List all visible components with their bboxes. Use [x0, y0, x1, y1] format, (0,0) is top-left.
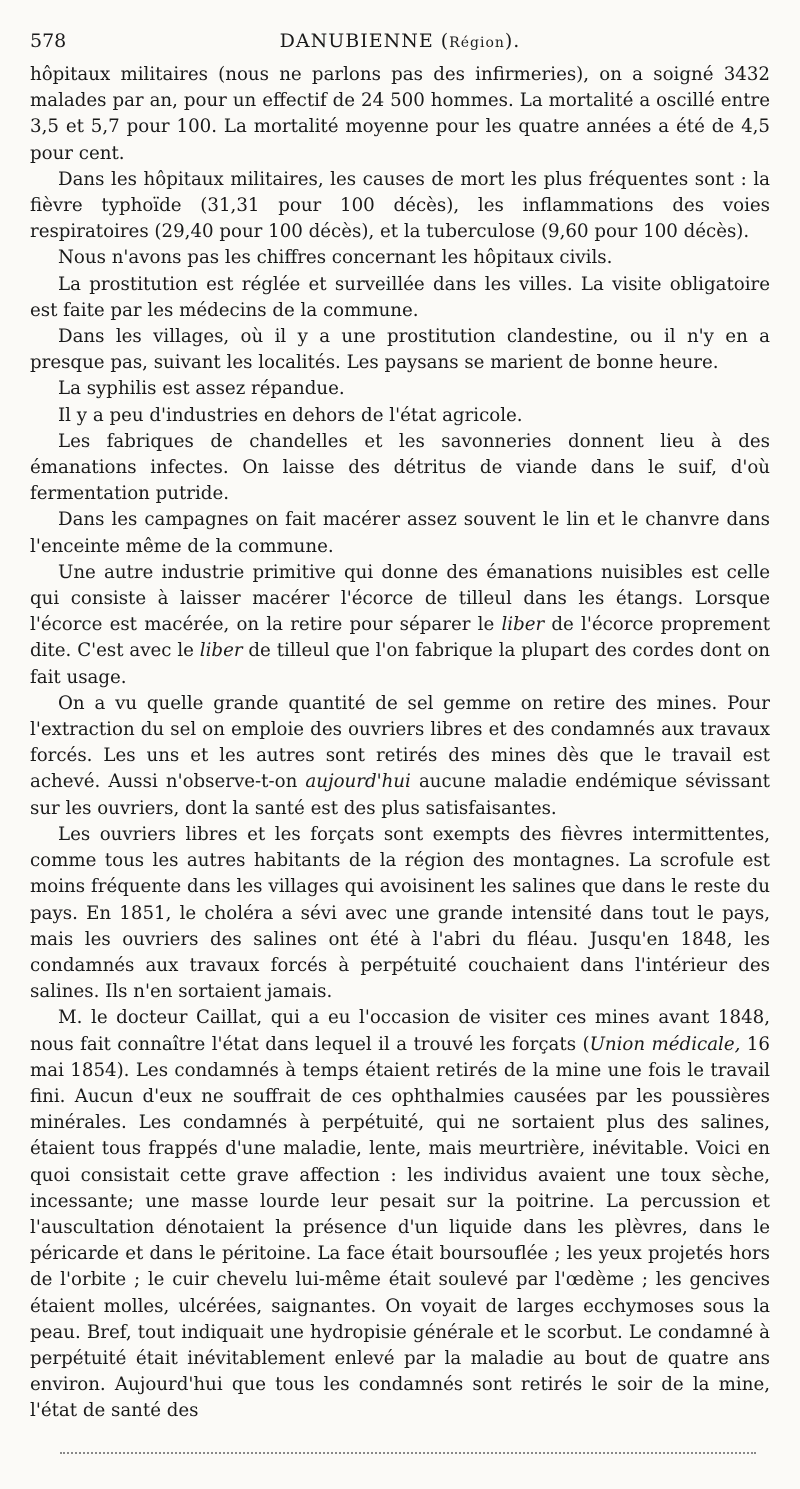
running-title-close: ). — [504, 30, 521, 52]
paragraph-text: La prostitution est réglée et surveillée dans les villes. La visite obligatoire est faite par les médecins de la commune. — [30, 273, 770, 321]
italic-text: aujourd'hui — [305, 771, 411, 793]
paragraph-text: Les fabriques de chandelles et les savonneries donnent lieu à des émanations infectes. On laisse des détritus de viande dans le suif, d'où fermentation putride. — [30, 430, 770, 505]
paragraph — [30, 167, 770, 246]
page-number: 578 — [30, 30, 67, 52]
paragraph-text: Une autre industrie primitive qui donne des émanations nuisibles est celle qui consiste à laisser macérer l'écorce de tilleul dans les étangs. Lorsque l'écorce est macérée, on la retire pour séparer le — [30, 561, 770, 636]
paragraph-text: 16 mai 1854). Les condamnés à temps étaient retirés de la mine une fois le travail fini. Aucun d'eux ne souffrait de ces ophthalmies causées par les poussières minérales. Les condamnés à perpétuité, qui ne sortaient plus des salines, étaient tous frappés d'une maladie, lente, mais meurtrière, inévitable. Voici en quoi consistait cette grave affection : les individus avaient une toux sèche, incessante; une masse lourde leur pesait sur la poitrine. La percussion et l'auscultation dénotaient la présence d'un liquide dans les plèvres, dans le péricarde et dans le péritoine. La face était boursouflée ; les yeux projetés hors de l'orbite ; le cuir chevelu lui-même était soulevé par l'œdème ; les gencives étaient molles, ulcérées, saignantes. On voyait de larges ecchymoses sous la peau. Bref, tout indiquait une hydropisie générale et le scorbut. Le condamné à perpétuité était inévitablement enlevé par la maladie au bout de quatre ans environ. Aujourd'hui que tous les condamnés sont retirés le soir de la mine, l'état de santé des — [30, 1033, 770, 1422]
paragraph-text: M. le docteur Caillat, qui a eu l'occasion de visiter ces mines avant 1848, nous fait connaître l'état dans lequel il a trouvé les forçats ( — [30, 1007, 770, 1055]
paragraph-text: Dans les campagnes on fait macérer assez souvent le lin et le chanvre dans l'enceinte même de la commune. — [30, 509, 770, 557]
paragraph — [30, 324, 770, 376]
paragraph-text: Il y a peu d'industries en dehors de l'état agricole. — [58, 404, 523, 426]
paragraph — [30, 272, 770, 324]
paragraph-text: aucune maladie endémique sévissant sur les ouvriers, dont la santé est des plus satisfaisantes. — [30, 771, 770, 819]
paragraph — [30, 822, 770, 1005]
page-header — [30, 30, 770, 60]
paragraph — [30, 560, 770, 691]
running-title-main: DANUBIENNE ( — [279, 30, 450, 52]
paragraph-text: Les ouvriers libres et les forçats sont exempts des fièvres intermittentes, comme tous les autres habitants de la région des montagnes. La scrofule est moins fréquente dans les villages qui avoisinent les salines que dans le reste du pays. En 1851, le choléra a sévi avec une grande intensité dans tout le pays, mais les ouvriers des salines ont été à l'abri du fléau. Jusqu'en 1848, les condamnés aux travaux forcés à perpétuité couchaient dans l'intérieur des salines. Ils n'en sortaient jamais. — [30, 823, 770, 1003]
paragraph — [30, 507, 770, 559]
paragraph-text: La syphilis est assez répandue. — [58, 378, 345, 400]
paragraph — [30, 245, 770, 271]
paragraph-text: On a vu quelle grande quantité de sel gemme on retire des mines. Pour l'extraction du sel on emploie des ouvriers libres et des condamnés aux travaux forcés. Les uns et les autres sont retirés des mines dès que le travail est achevé. Aussi n'observe-t-on — [30, 692, 770, 793]
paragraph-text: Nous n'avons pas les chiffres concernant les hôpitaux civils. — [58, 247, 613, 269]
paragraph-text: hôpitaux militaires (nous ne parlons pas des infirmeries), on a soigné 3432 malades par an, pour un effectif de 24 500 hommes. La mortalité a oscillé entre 3,5 et 5,7 pour 100. La mortalité moyenne pour les quatre années a été de 4,5 pour cent. — [30, 64, 770, 164]
paragraph-text: de l'écorce proprement dite. C'est avec le — [30, 614, 771, 662]
paragraph — [30, 376, 770, 402]
paragraph-text: Dans les hôpitaux militaires, les causes de mort les plus fréquentes sont : la fièvre typhoïde (31,31 pour 100 décès), les inflammations des voies respiratoires (29,40 pour 100 décès), et la tuberculose (9,60 pour 100 décès). — [30, 168, 770, 243]
italic-text: Union médicale, — [589, 1033, 741, 1055]
paragraph-text: Dans les villages, où il y a une prostitution clandestine, ou il n'y en a presque pas, suivant les localités. Les paysans se marient de bonne heure. — [30, 326, 770, 374]
running-title-region: Région — [449, 35, 505, 51]
paragraph — [30, 429, 770, 508]
paragraph — [30, 1005, 770, 1424]
running-title — [30, 30, 770, 52]
paragraph — [30, 62, 770, 167]
italic-text: liber — [199, 640, 243, 662]
paragraph — [30, 403, 770, 429]
footer-dotted-rule — [60, 1452, 756, 1454]
paragraph-text: de tilleul que l'on fabrique la plupart des cordes dont on fait usage. — [30, 640, 770, 688]
italic-text: liber — [501, 614, 545, 636]
body-text — [30, 62, 770, 1425]
paragraph — [30, 691, 770, 822]
